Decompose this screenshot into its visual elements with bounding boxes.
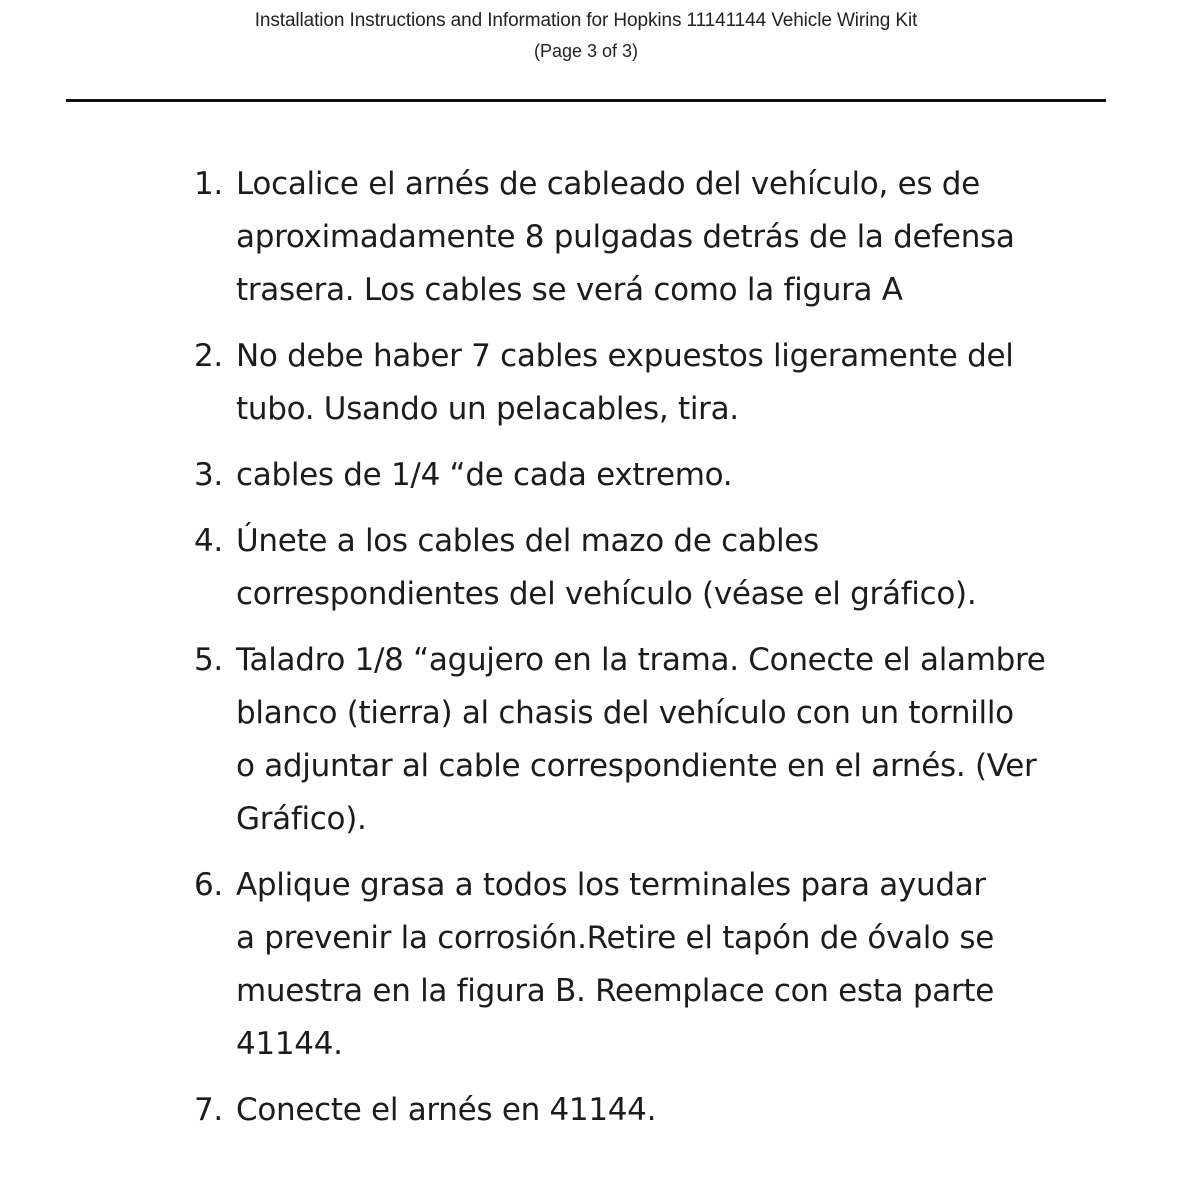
header-divider [66, 99, 1106, 102]
step-text [236, 515, 1114, 621]
step-number: 6. [194, 867, 223, 903]
step-text-line: Localice el arnés de cableado del vehículo, es de [236, 166, 980, 202]
instruction-step [194, 158, 1114, 317]
document-title: Installation Instructions and Information for Hopkins 11141144 Vehicle Wiring Kit [254, 10, 918, 31]
step-text [236, 634, 1114, 846]
step-text-line: trasera. Los cables se verá como la figura A [236, 272, 903, 308]
step-text-line: Conecte el arnés en 41144. [236, 1092, 657, 1128]
step-text [236, 449, 1114, 502]
instruction-step [194, 634, 1114, 846]
step-text-line: blanco (tierra) al chasis del vehículo con un tornillo [236, 695, 1014, 731]
step-text-line: Aplique grasa a todos los terminales para ayudar [236, 867, 986, 903]
instruction-step [194, 449, 1114, 502]
instruction-step [194, 859, 1114, 1071]
step-text-line: 41144. [236, 1026, 343, 1062]
step-text-line: tubo. Usando un pelacables, tira. [236, 391, 739, 427]
step-text-line: correspondientes del vehículo (véase el gráfico). [236, 576, 977, 612]
step-number: 4. [194, 523, 223, 559]
step-number: 5. [194, 642, 223, 678]
step-number: 7. [194, 1092, 223, 1128]
step-text-line: a prevenir la corrosión.Retire el tapón de óvalo se [236, 920, 994, 956]
step-number: 3. [194, 457, 223, 493]
step-text-line: cables de 1/4 “de cada extremo. [236, 457, 733, 493]
step-number: 1. [194, 166, 223, 202]
page-header [0, 6, 1172, 66]
step-text-line: aproximadamente 8 pulgadas detrás de la defensa [236, 219, 1015, 255]
step-text-line: Únete a los cables del mazo de cables [236, 523, 819, 559]
step-text [236, 330, 1114, 436]
step-text-line: Taladro 1/8 “agujero en la trama. Conecte el alambre [236, 642, 1046, 678]
step-text [236, 1084, 1114, 1137]
step-text-line: o adjuntar al cable correspondiente en el arnés. (Ver [236, 748, 1037, 784]
instruction-step [194, 1084, 1114, 1137]
step-number: 2. [194, 338, 223, 374]
step-text-line: No debe haber 7 cables expuestos ligeramente del [236, 338, 1014, 374]
step-text [236, 859, 1114, 1071]
instruction-step [194, 515, 1114, 621]
step-text [236, 158, 1114, 317]
instruction-step [194, 330, 1114, 436]
instruction-steps-list [194, 158, 1114, 1150]
page-number: (Page 3 of 3) [533, 41, 639, 61]
step-text-line: Gráfico). [236, 801, 367, 837]
step-text-line: muestra en la figura B. Reemplace con esta parte [236, 973, 995, 1009]
